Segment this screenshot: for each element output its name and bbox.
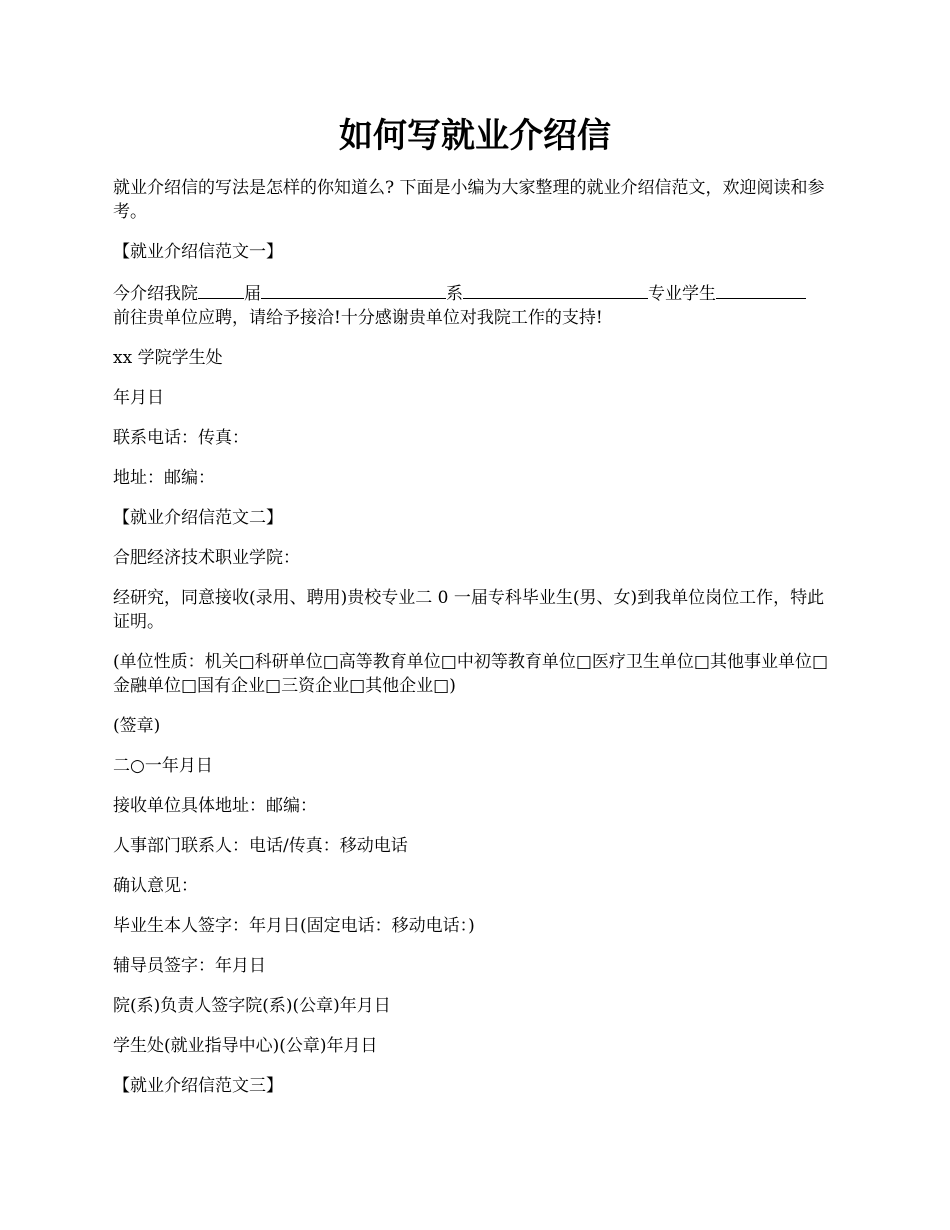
blank-department: [261, 280, 446, 299]
section-heading-1: 【就业介绍信范文一】: [113, 242, 283, 262]
document-body: [113, 176, 838, 1114]
seal-line: (签章): [113, 716, 161, 736]
counselor-signature-line: 辅导员签字：年月日: [113, 956, 266, 976]
date-line-2: 二○一年月日: [113, 756, 213, 776]
unit-address-line: 接收单位具体地址：邮编：: [113, 796, 317, 816]
department-signature-line: 院(系)负责人签字院(系)(公章)年月日: [113, 996, 391, 1016]
s1-text-part4: 专业学生: [648, 284, 716, 304]
acceptance-paragraph: 经研究，同意接收(录用、聘用)贵校专业二 0 一届专科毕业生(男、女)到我单位岗位工作，特此证明。: [113, 588, 825, 632]
signer-line: xx 学院学生处: [113, 348, 223, 368]
confirm-opinion-line: 确认意见：: [113, 876, 198, 896]
date-line: 年月日: [113, 388, 164, 408]
section-heading-3: 【就业介绍信范文三】: [113, 1076, 283, 1096]
blank-student-name: [716, 280, 806, 299]
s1-text-part1: 今介绍我院: [113, 284, 198, 304]
hr-contact-line: 人事部门联系人：电话/传真：移动电话: [113, 836, 408, 856]
graduate-signature-line: 毕业生本人签字：年月日(固定电话：移动电话：): [113, 916, 475, 936]
s1-text-part3: 系: [446, 284, 463, 304]
student-office-signature-line: 学生处(就业指导中心)(公章)年月日: [113, 1036, 378, 1056]
blank-major: [463, 280, 648, 299]
address-line: 地址：邮编：: [113, 468, 215, 488]
intro-paragraph: 就业介绍信的写法是怎样的你知道么? 下面是小编为大家整理的就业介绍信范文，欢迎阅读和参考。: [113, 178, 825, 222]
section-heading-2: 【就业介绍信范文二】: [113, 508, 283, 528]
document-title: 如何写就业介绍信: [339, 116, 611, 156]
s1-text-part5: 前往贵单位应聘，请给予接洽!十分感谢贵单位对我院工作的支持!: [113, 308, 603, 328]
blank-year: [198, 280, 244, 299]
recipient-line: 合肥经济技术职业学院：: [113, 548, 300, 568]
introduction-sentence: [113, 280, 838, 330]
unit-nature-paragraph: (单位性质：机关□科研单位□高等教育单位□中初等教育单位□医疗卫生单位□其他事业单位□金融单位□国有企业□三资企业□其他企业□): [113, 652, 829, 696]
phone-fax-line: 联系电话：传真：: [113, 428, 249, 448]
s1-text-part2: 届: [244, 284, 261, 304]
